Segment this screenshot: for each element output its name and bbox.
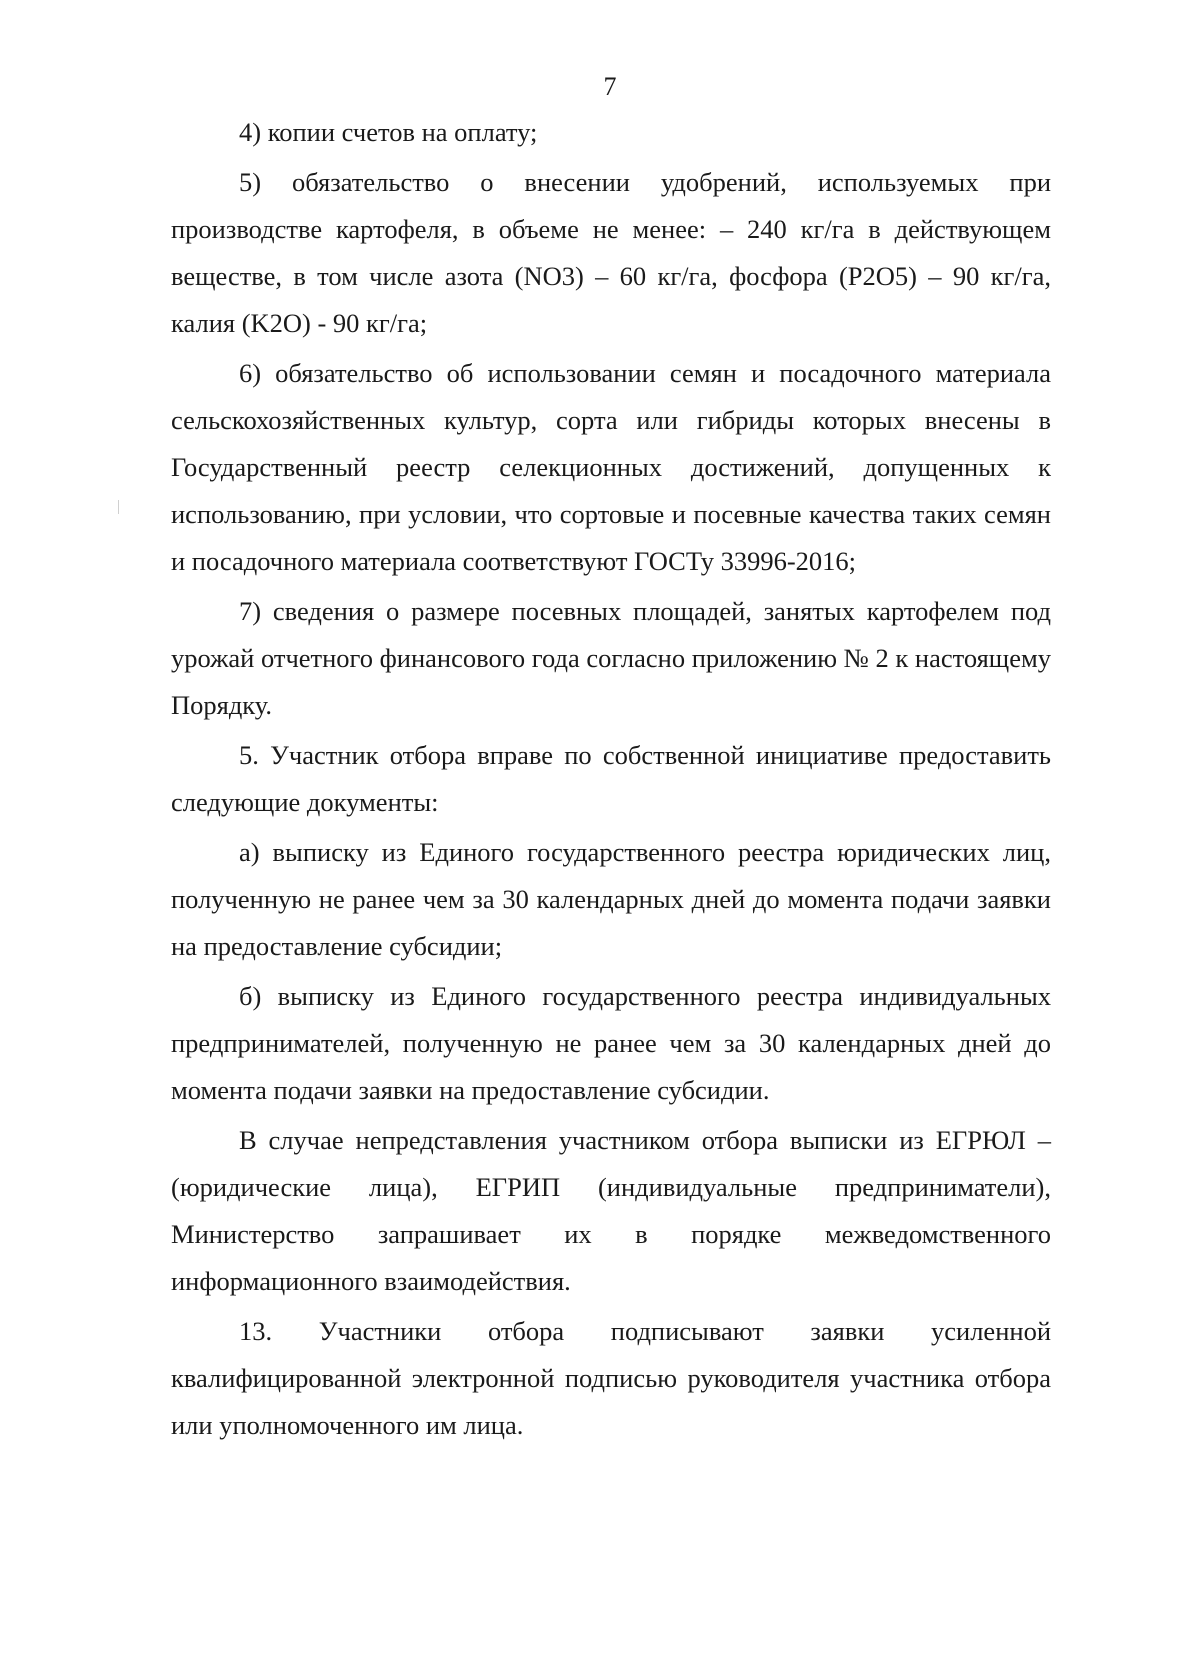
paragraph-item-4: 4) копии счетов на оплату;	[239, 117, 538, 147]
scan-margin-mark	[118, 500, 119, 514]
paragraph-subitem-b: б) выписку из Единого государственного реестра индивидуальных предпринимателей, полученную не ранее чем за 30 календарных дней до момента подачи заявки на предоставление субсидии.	[171, 981, 1051, 1105]
paragraph-item-7: 7) сведения о размере посевных площадей, занятых картофелем под урожай отчетного финансового года согласно приложению № 2 к настоящему Порядку.	[171, 596, 1051, 720]
paragraph-subitem-a: а) выписку из Единого государственного реестра юридических лиц, полученную не ранее чем за 30 календарных дней до момента подачи заявки на предоставление субсидии;	[171, 837, 1051, 961]
paragraph-item-6: 6) обязательство об использовании семян и посадочного материала сельскохозяйственных культур, сорта или гибриды которых внесены в Государственный реестр селекционных достижений, допущенных к использованию, при условии, что сортовые и посевные качества таких семян и посадочного материала соответствуют ГОСТу 33996-2016;	[171, 358, 1051, 576]
paragraph-clause-13: 13. Участники отбора подписывают заявки усиленной квалифицированной электронной подписью руководителя участника отбора или уполномоченного им лица.	[171, 1316, 1051, 1440]
page-number: 7	[603, 72, 617, 101]
paragraph-egrul-note: В случае непредставления участником отбора выписки из ЕГРЮЛ – (юридические лица), ЕГРИП (индивидуальные предприниматели), Министерство запрашивает их в порядке межведомственного информационного взаимодействия.	[171, 1125, 1051, 1296]
paragraph-clause-5: 5. Участник отбора вправе по собственной инициативе предоставить следующие документы:	[171, 740, 1051, 817]
paragraph-item-5: 5) обязательство о внесении удобрений, используемых при производстве картофеля, в объеме не менее: – 240 кг/га в действующем веществе, в том числе азота (NO3) – 60 кг/га, фосфора (P2O5) – 90 кг/га, калия (K2O) - 90 кг/га;	[171, 167, 1051, 338]
document-body	[171, 109, 1051, 1452]
